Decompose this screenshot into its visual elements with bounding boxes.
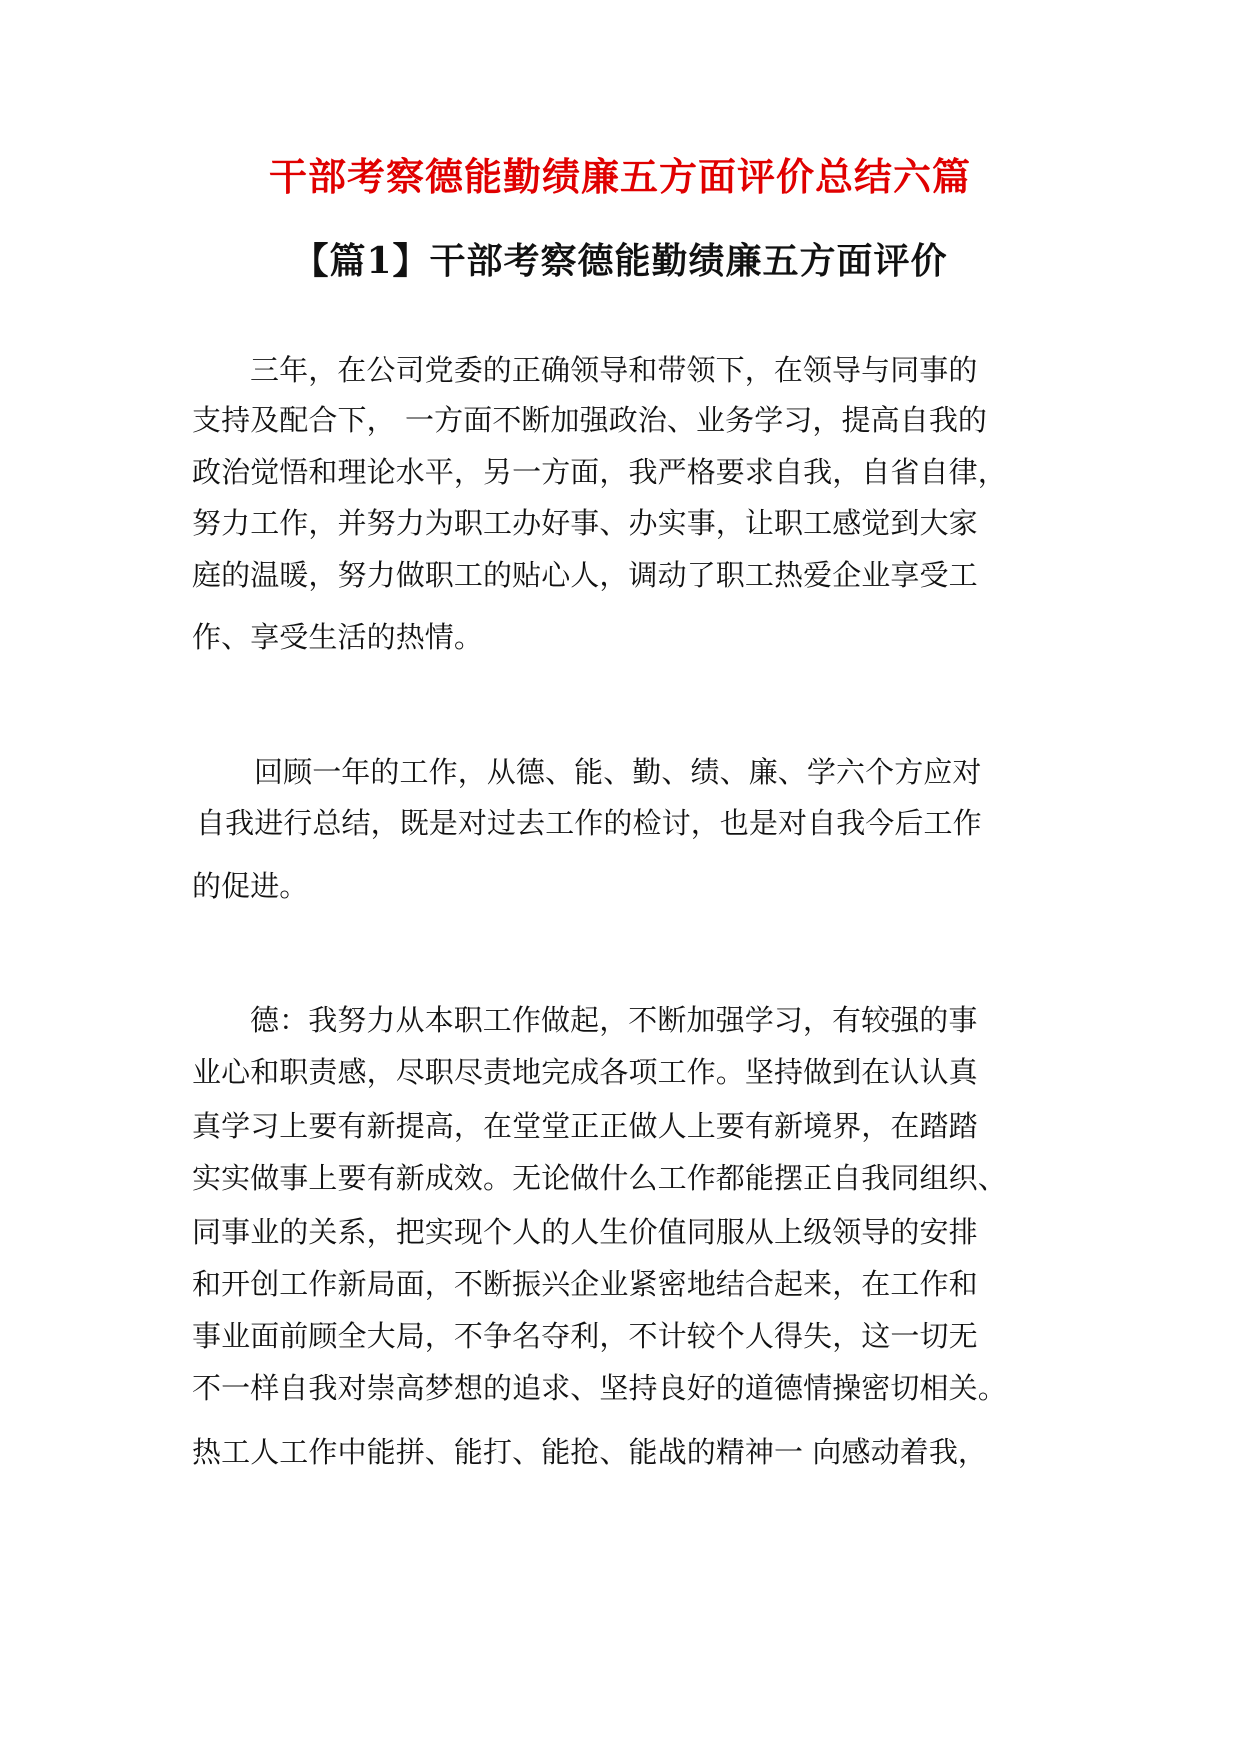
paragraph-line: 不一样自我对崇高梦想的追求、坚持良好的道德情操密切相关。 <box>192 1371 1007 1405</box>
paragraph-line: 实实做事上要有新成效。无论做什么工作都能摆正自我同组织、 <box>192 1161 1007 1195</box>
paragraph-line: 热工人工作中能拼、能打、能抢、能战的精神一 向感动着我， <box>192 1435 988 1469</box>
paragraph-line: 事业面前顾全大局，不争名夺利，不计较个人得失，这一切无 <box>192 1319 978 1353</box>
paragraph-line: 业心和职责感，尽职尽责地完成各项工作。坚持做到在认认真 <box>192 1055 978 1089</box>
paragraph-line: 政治觉悟和理论水平，另一方面，我严格要求自我，自省自律， <box>192 455 1007 489</box>
paragraph-line: 庭的温暖，努力做职工的贴心人，调动了职工热爱企业享受工 <box>192 558 978 592</box>
paragraph-line: 作、享受生活的热情。 <box>192 620 484 654</box>
paragraph-line: 努力工作，并努力为职工办好事、办实事，让职工感觉到大家 <box>192 506 978 540</box>
paragraph-line: 真学习上要有新提高，在堂堂正正做人上要有新境界，在踏踏 <box>192 1109 978 1143</box>
paragraph-line: 回顾一年的工作，从德、能、勤、绩、廉、学六个方应对 <box>254 755 982 789</box>
paragraph-line: 自我进行总结，既是对过去工作的检讨，也是对自我今后工作 <box>196 806 982 840</box>
paragraph-line: 支持及配合下， 一方面不断加强政治、业务学习，提高自我的 <box>192 403 988 437</box>
paragraph-line: 和开创工作新局面，不断振兴企业紧密地结合起来，在工作和 <box>192 1267 978 1301</box>
paragraph-line: 同事业的关系，把实现个人的人生价值同服从上级领导的安排 <box>192 1215 978 1249</box>
paragraph-line: 的促进。 <box>192 869 309 903</box>
section-heading: 【篇1】干部考察德能勤绩廉五方面评价 <box>292 240 948 282</box>
paragraph-line: 德：我努力从本职工作做起，不断加强学习，有较强的事 <box>250 1003 978 1037</box>
paragraph-line: 三年，在公司党委的正确领导和带领下，在领导与同事的 <box>250 353 978 387</box>
document-title: 干部考察德能勤绩廉五方面评价总结六篇 <box>268 154 971 199</box>
